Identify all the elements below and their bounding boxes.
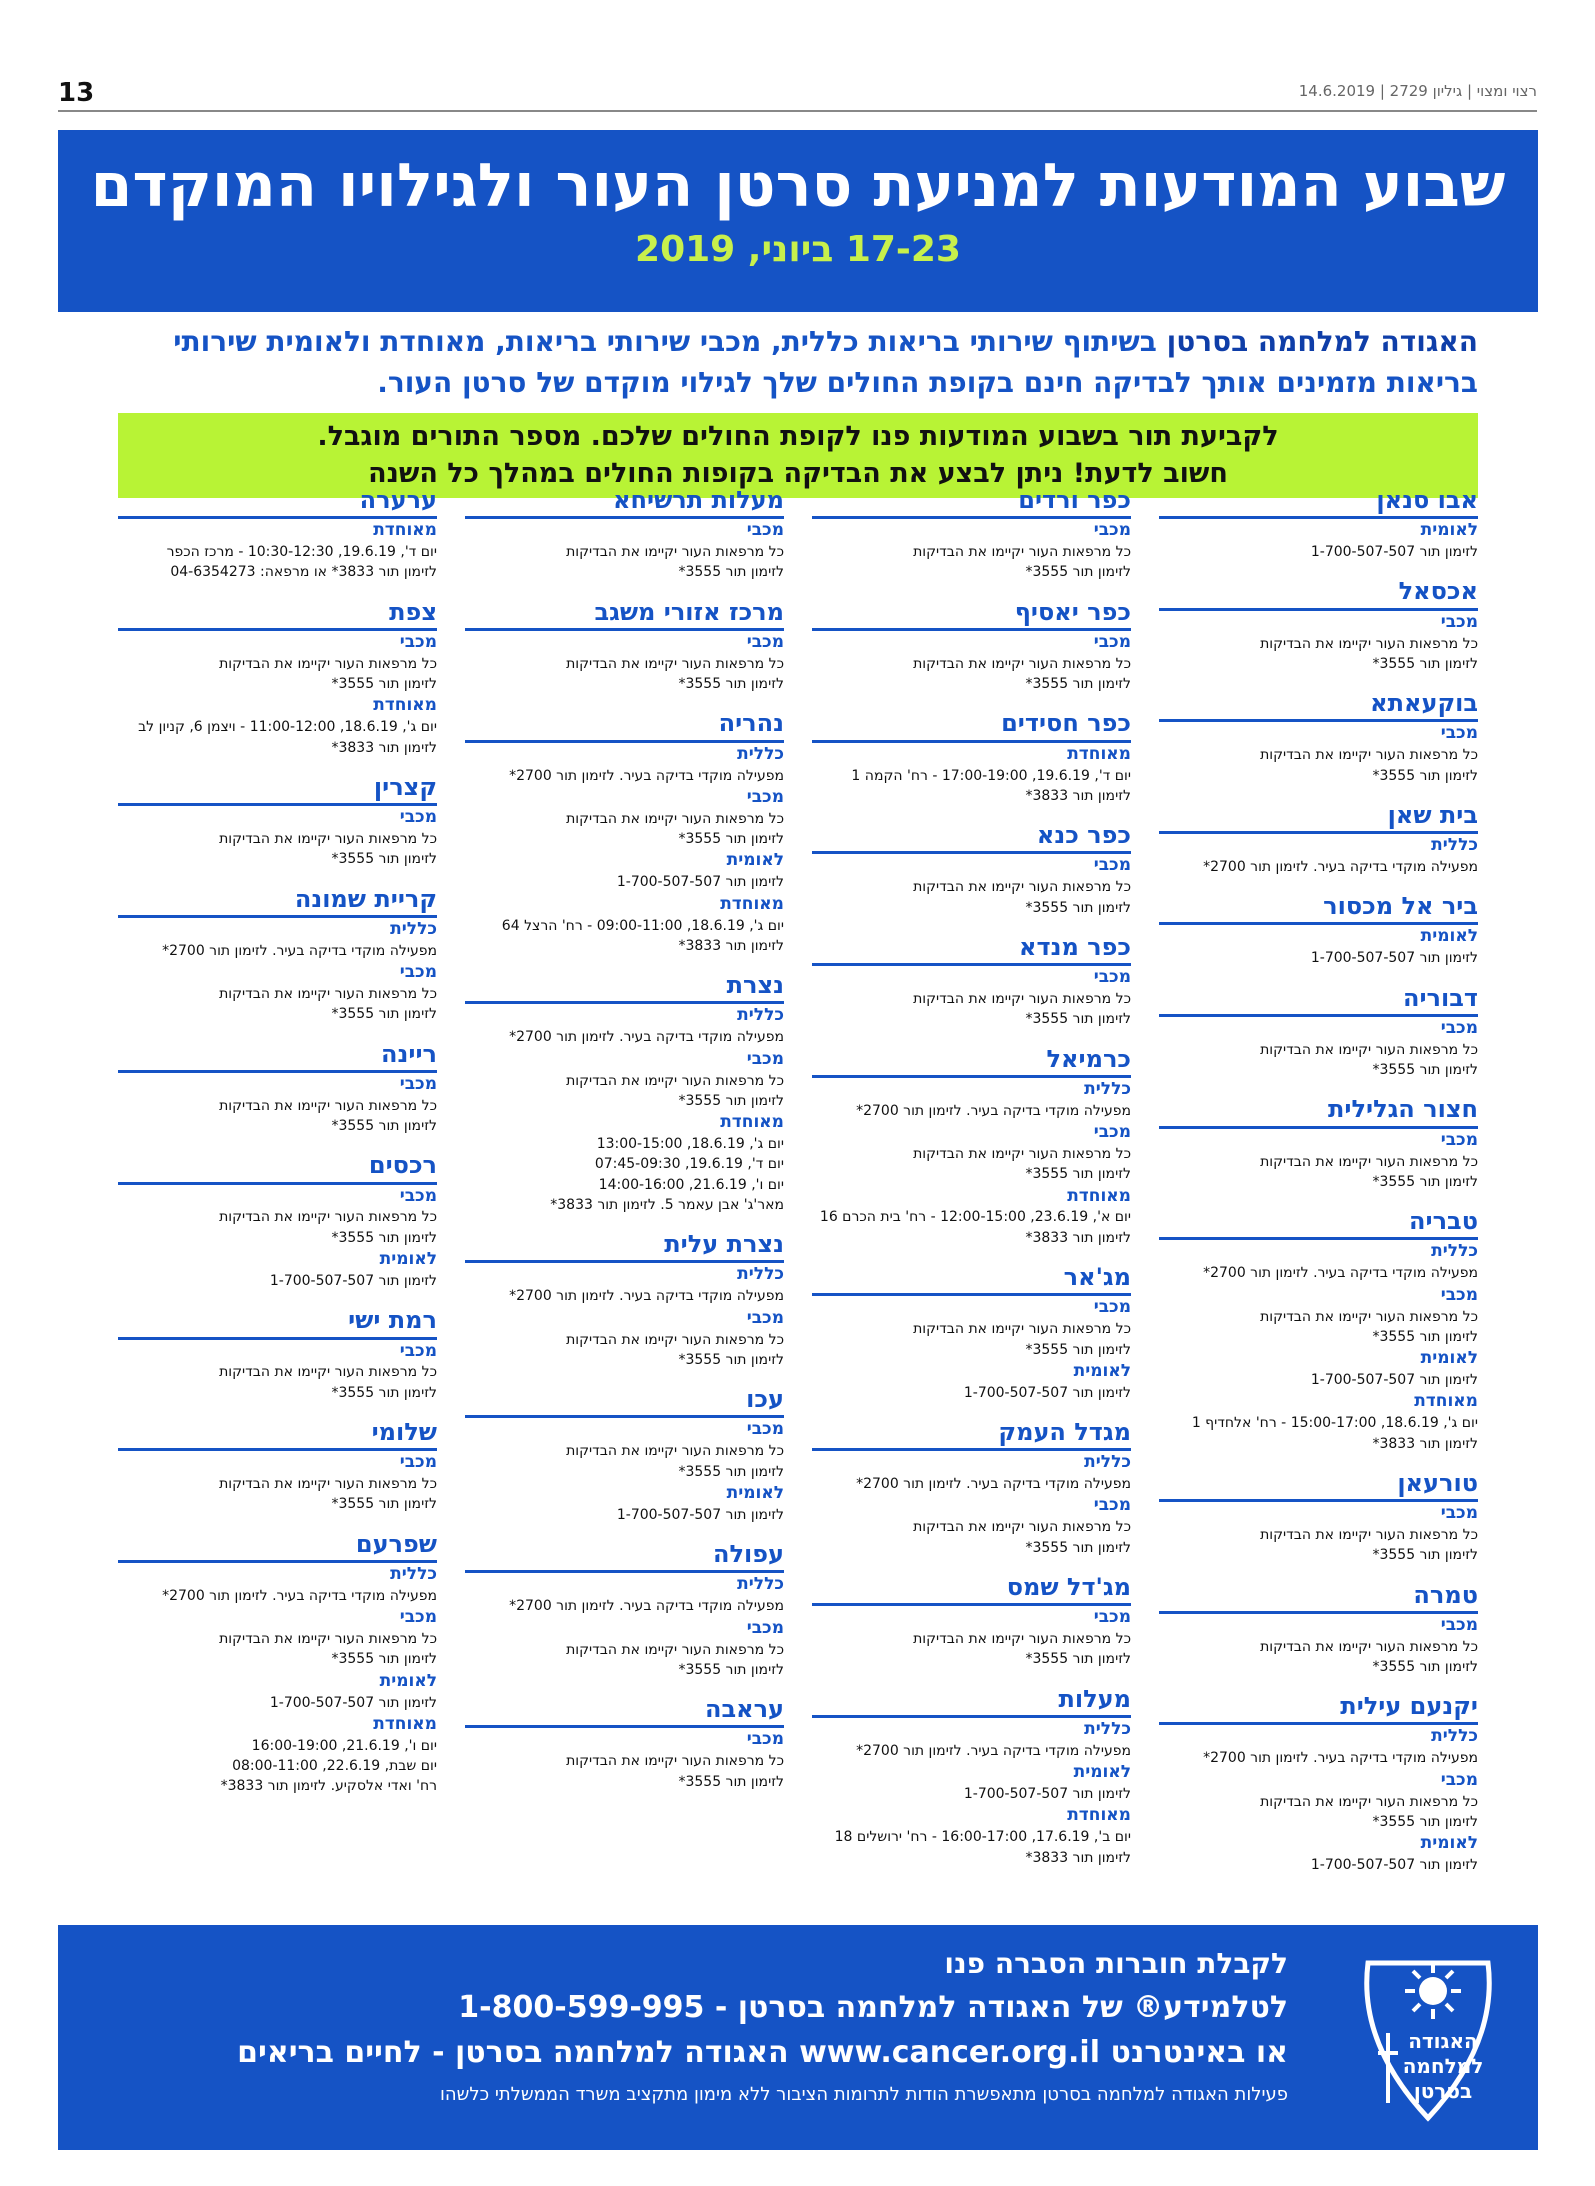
detail-line: יום א', 23.6.19, 12:00-15:00 - רח' בית הכרם 16 <box>819 1209 1131 1226</box>
detail-line: לזימון תור 3555* <box>678 1661 784 1678</box>
issue-info: רצוי ומצוי | גיליון 2729 | 14.6.2019 <box>1298 82 1537 100</box>
city-name: צפת <box>118 597 437 631</box>
health-fund-name: מכבי <box>399 1340 437 1361</box>
detail-line: כל מרפאות העור יקיימו את הבדיקות <box>219 1476 437 1493</box>
logo-text-2: למלחמה <box>1402 2054 1484 2078</box>
detail-line: לזימון תור 3833* או מרפאה: 04-6354273 <box>170 564 437 581</box>
health-fund-name: כללית <box>1084 1452 1131 1473</box>
city-name: טמרה <box>1159 1580 1478 1614</box>
detail-line: לזימון תור 3833* <box>1025 787 1131 804</box>
health-fund-name: מכבי <box>1440 1017 1478 1038</box>
city-name: קריית שמונה <box>118 884 437 918</box>
detail-line: כל מרפאות העור יקיימו את הבדיקות <box>1260 1526 1478 1543</box>
detail-line: יום ג', 18.6.19, 09:00-11:00 - רח' הרצל 64 <box>501 917 784 934</box>
health-fund-name: מכבי <box>1440 1614 1478 1635</box>
health-fund-name: מאוחדת <box>720 893 784 914</box>
detail-line: לזימון תור 3555* <box>1025 564 1131 581</box>
detail-line: לזימון תור 1-700-507-507 <box>963 1786 1131 1803</box>
detail-line: כל מרפאות העור יקיימו את הבדיקות <box>913 1631 1131 1648</box>
detail-line: לזימון תור 3833* <box>1025 1229 1131 1246</box>
health-fund-name: לאומית <box>726 1482 784 1503</box>
city-columns <box>118 485 1478 1875</box>
detail-line: מפעילה מוקדי בדיקה בעיר. לזימון תור 2700* <box>509 1029 784 1046</box>
health-fund-name: כללית <box>737 1574 784 1595</box>
intro-text: בשיתוף שירותי בריאות כללית, מכבי שירותי בריאות, מאוחדת ולאומית שירותי בריאות מזמינים אותך לבדיקה חינם בקופת החולים שלך לגילוי מוקדם של סרטן העור. <box>173 325 1478 399</box>
detail-line: מפעילה מוקדי בדיקה בעיר. לזימון תור 2700* <box>509 1288 784 1305</box>
health-fund-name: מכבי <box>1093 1297 1131 1318</box>
detail-line: מאר'ג' אבן עאמר 5. לזימון תור 3833* <box>550 1196 784 1213</box>
health-fund-name: מאוחדת <box>373 1713 437 1734</box>
detail-line: מפעילה מוקדי בדיקה בעיר. לזימון תור 2700* <box>856 1742 1131 1759</box>
detail-line: רח' ואדי אלסקיע. לזימון תור 3833* <box>220 1778 437 1795</box>
city-name: שפרעם <box>118 1529 437 1563</box>
city-name: ערערה <box>118 485 437 519</box>
detail-line: יום ד', 19.6.19, 17:00-19:00 - רח' הקמה 1 <box>851 767 1131 784</box>
detail-line: לזימון תור 1-700-507-507 <box>1310 1857 1478 1874</box>
city-name: מג'דל שמס <box>812 1572 1131 1606</box>
ad-title: שבוע המודעות למניעת סרטן העור ולגילויו המוקדם <box>90 151 1506 221</box>
detail-line: לזימון תור 3555* <box>331 676 437 693</box>
detail-line: לזימון תור 3555* <box>678 564 784 581</box>
health-fund-name: מאוחדת <box>720 1112 784 1133</box>
detail-line: לזימון תור 3555* <box>1372 1173 1478 1190</box>
detail-line: לזימון תור 3555* <box>1025 1166 1131 1183</box>
health-fund-name: מכבי <box>1440 723 1478 744</box>
city-name: בוקעאתא <box>1159 688 1478 722</box>
detail-line: כל מרפאות העור יקיימו את הבדיקות <box>1260 1638 1478 1655</box>
health-fund-name: מכבי <box>746 1419 784 1440</box>
city-column <box>465 485 784 1875</box>
detail-line: כל מרפאות העור יקיימו את הבדיקות <box>1260 635 1478 652</box>
health-fund-name: מכבי <box>746 631 784 652</box>
health-fund-name: מכבי <box>399 631 437 652</box>
logo-text-1: האגודה <box>1408 2029 1478 2053</box>
detail-line: כל מרפאות העור יקיימו את הבדיקות <box>913 1321 1131 1338</box>
health-fund-name: מכבי <box>399 962 437 983</box>
detail-line: לזימון תור 3555* <box>1025 676 1131 693</box>
detail-line: כל מרפאות העור יקיימו את הבדיקות <box>913 991 1131 1007</box>
health-fund-name: מכבי <box>1440 1769 1478 1790</box>
city-name: כפר יאסיף <box>812 597 1131 631</box>
detail-line: מפעילה מוקדי בדיקה בעיר. לזימון תור 2700* <box>509 1598 784 1615</box>
city-name: מרכז אזורי משגב <box>465 597 784 631</box>
city-name: עראבה <box>465 1694 784 1728</box>
detail-line: מפעילה מוקדי בדיקה בעיר. לזימון תור 2700* <box>856 1476 1131 1493</box>
detail-line: לזימון תור 3555* <box>1372 1328 1478 1345</box>
ad-header <box>58 130 1538 312</box>
detail-line: יום ג', 18.6.19, 13:00-15:00 <box>596 1136 784 1153</box>
city-name: רמת ישי <box>118 1305 437 1339</box>
logo-text-3: בסרטן <box>1413 2079 1473 2103</box>
detail-line: כל מרפאות העור יקיימו את הבדיקות <box>219 831 437 848</box>
detail-line: לזימון תור 3555* <box>331 1229 437 1246</box>
detail-line: יום ו', 21.6.19, 14:00-16:00 <box>598 1176 784 1193</box>
detail-line: מפעילה מוקדי בדיקה בעיר. לזימון תור 2700* <box>1203 1265 1478 1282</box>
detail-line: לזימון תור 1-700-507-507 <box>1310 950 1478 967</box>
detail-line: כל מרפאות העור יקיימו את הבדיקות <box>1260 1793 1478 1810</box>
detail-line: כל מרפאות העור יקיימו את הבדיקות <box>219 1364 437 1381</box>
detail-line: לזימון תור 3555* <box>331 1384 437 1401</box>
health-fund-name: כללית <box>390 1563 437 1584</box>
city-column <box>812 485 1131 1875</box>
detail-line: לזימון תור 3555* <box>1372 1547 1478 1564</box>
detail-line: יום ו', 21.6.19, 16:00-19:00 <box>251 1737 437 1754</box>
detail-line: כל מרפאות העור יקיימו את הבדיקות <box>566 1443 784 1460</box>
ad-dates: 17-23 ביוני, 2019 <box>635 229 961 270</box>
city-name: אבו סנאן <box>1159 485 1478 519</box>
detail-line: כל מרפאות העור יקיימו את הבדיקות <box>566 1641 784 1658</box>
footer-line-1: לקבלת חוברות הסברה פנו <box>944 1947 1288 1980</box>
detail-line: כל מרפאות העור יקיימו את הבדיקות <box>913 879 1131 896</box>
detail-line: לזימון תור 3555* <box>1025 1651 1131 1668</box>
health-fund-name: מאוחדת <box>373 520 437 541</box>
detail-line: כל מרפאות העור יקיימו את הבדיקות <box>913 1145 1131 1162</box>
detail-line: לזימון תור 1-700-507-507 <box>616 874 784 891</box>
detail-line: לזימון תור 3555* <box>1372 655 1478 672</box>
detail-line: מפעילה מוקדי בדיקה בעיר. לזימון תור 2700* <box>509 767 784 784</box>
footer-line-4: פעילות האגודה למלחמה בסרטן מתאפשרת הודות לתרומות הציבור ללא מימון מתקציב משרד הממשלתי כלשהו <box>439 2084 1288 2105</box>
detail-line: לזימון תור 1-700-507-507 <box>1310 1372 1478 1389</box>
detail-line: כל מרפאות העור יקיימו את הבדיקות <box>566 1072 784 1089</box>
health-fund-name: מכבי <box>1093 967 1131 988</box>
detail-line: מפעילה מוקדי בדיקה בעיר. לזימון תור 2700* <box>162 1587 437 1604</box>
health-fund-name: מכבי <box>746 520 784 541</box>
detail-line: כל מרפאות העור יקיימו את הבדיקות <box>219 655 437 672</box>
detail-line: לזימון תור 3833* <box>678 937 784 954</box>
health-fund-name: מכבי <box>1440 1503 1478 1524</box>
detail-line: לזימון תור 3555* <box>678 1092 784 1109</box>
city-name: קצרין <box>118 772 437 806</box>
health-fund-name: לאומית <box>1073 1360 1131 1381</box>
detail-line: יום ג', 18.6.19, 11:00-12:00 - ויצמן 6, קניון לב <box>138 719 437 736</box>
health-fund-name: מכבי <box>1093 1607 1131 1628</box>
detail-line: לזימון תור 3555* <box>1372 767 1478 784</box>
city-name: כפר חסידים <box>812 708 1131 742</box>
detail-line: לזימון תור 1-700-507-507 <box>963 1384 1131 1401</box>
city-name: דבוריה <box>1159 983 1478 1017</box>
health-fund-name: לאומית <box>1420 926 1478 947</box>
city-name: מגדל העמק <box>812 1417 1131 1451</box>
city-name: עכו <box>465 1384 784 1418</box>
detail-line: לזימון תור 3555* <box>331 1118 437 1135</box>
health-fund-name: מכבי <box>399 1607 437 1628</box>
detail-line: יום ג', 18.6.19, 15:00-17:00 - רח' אלחדיף 1 <box>1191 1415 1478 1432</box>
health-fund-name: לאומית <box>726 850 784 871</box>
city-name: כרמיאל <box>812 1044 1131 1078</box>
city-name: טבריה <box>1159 1206 1478 1240</box>
ad-footer <box>58 1925 1538 2150</box>
detail-line: לזימון תור 3555* <box>678 676 784 693</box>
notice-line-1: לקביעת תור בשבוע המודעות פנו לקופת החולים שלכם. מספר התורים מוגבל. <box>317 421 1279 453</box>
advertisement <box>58 130 1538 2150</box>
health-fund-name: כללית <box>1431 1726 1478 1747</box>
detail-line: כל מרפאות העור יקיימו את הבדיקות <box>1260 1153 1478 1170</box>
health-fund-name: מכבי <box>399 1452 437 1473</box>
health-fund-name: מכבי <box>1440 1284 1478 1305</box>
health-fund-name: מכבי <box>1440 611 1478 632</box>
page-header <box>58 70 1537 112</box>
city-column <box>1159 485 1478 1875</box>
health-fund-name: לאומית <box>1420 1348 1478 1369</box>
detail-line: לזימון תור 1-700-507-507 <box>616 1506 784 1523</box>
detail-line: לזימון תור 3555* <box>678 831 784 848</box>
city-name: כפר מנדא <box>812 932 1131 966</box>
detail-line: כל מרפאות העור יקיימו את הבדיקות <box>913 1519 1131 1536</box>
detail-line: כל מרפאות העור יקיימו את הבדיקות <box>219 1097 437 1114</box>
detail-line: כל מרפאות העור יקיימו את הבדיקות <box>1260 1308 1478 1325</box>
detail-line: יום שבת, 22.6.19, 08:00-11:00 <box>232 1758 437 1775</box>
detail-line: לזימון תור 3555* <box>1372 1659 1478 1675</box>
city-column <box>118 485 437 1875</box>
health-fund-name: כללית <box>1431 1241 1478 1262</box>
city-name: טורעאן <box>1159 1468 1478 1502</box>
footer-line-3: או באינטרנט www.cancer.org.il האגודה למלחמה בסרטן - לחיים בריאים <box>237 2035 1288 2070</box>
detail-line: כל מרפאות העור יקיימו את הבדיקות <box>913 655 1131 672</box>
intro-org: האגודה למלחמה בסרטן <box>1166 325 1478 358</box>
city-name: אכסאל <box>1159 576 1478 610</box>
health-fund-name: לאומית <box>379 1670 437 1691</box>
detail-line: לזימון תור 3833* <box>331 739 437 756</box>
detail-line: כל מרפאות העור יקיימו את הבדיקות <box>1260 747 1478 764</box>
city-name: נצרת <box>465 970 784 1004</box>
cancer-association-logo <box>1348 1943 1508 2133</box>
city-name: שלומי <box>118 1417 437 1451</box>
city-name: ביר אל מכסור <box>1159 891 1478 925</box>
city-name: כפר ורדים <box>812 485 1131 519</box>
health-fund-name: מכבי <box>1093 1495 1131 1516</box>
city-name: כפר כנא <box>812 820 1131 854</box>
detail-line: לזימון תור 3555* <box>331 1651 437 1668</box>
city-name: בית שאן <box>1159 800 1478 834</box>
city-name: עפולה <box>465 1539 784 1573</box>
health-fund-name: מכבי <box>399 1073 437 1094</box>
detail-line: מפעילה מוקדי בדיקה בעיר. לזימון תור 2700* <box>856 1102 1131 1119</box>
health-fund-name: לאומית <box>1073 1762 1131 1783</box>
detail-line: מפעילה מוקדי בדיקה בעיר. לזימון תור 2700* <box>1203 858 1478 875</box>
detail-line: לזימון תור 3555* <box>331 1496 437 1513</box>
health-fund-name: כללית <box>1084 1078 1131 1099</box>
city-name: נצרת עלית <box>465 1229 784 1263</box>
health-fund-name: כללית <box>737 1264 784 1285</box>
city-name: מעלות תרשיחא <box>465 485 784 519</box>
ad-intro <box>118 322 1478 403</box>
health-fund-name: כללית <box>1431 835 1478 856</box>
health-fund-name: מכבי <box>1093 1122 1131 1143</box>
detail-line: לזימון תור 1-700-507-507 <box>269 1694 437 1711</box>
detail-line: כל מרפאות העור יקיימו את הבדיקות <box>219 986 437 1003</box>
detail-line: מפעילה מוקדי בדיקה בעיר. לזימון תור 2700* <box>162 942 437 959</box>
health-fund-name: מאוחדת <box>1414 1391 1478 1412</box>
health-fund-name: מאוחדת <box>373 695 437 716</box>
detail-line: לזימון תור 3555* <box>331 1006 437 1023</box>
page-number: 13 <box>58 78 95 108</box>
city-name: מעלות <box>812 1684 1131 1718</box>
city-name: יקנעם עילית <box>1159 1691 1478 1725</box>
health-fund-name: מכבי <box>399 1185 437 1206</box>
detail-line: לזימון תור 1-700-507-507 <box>1310 544 1478 561</box>
detail-line: לזימון תור 3555* <box>1025 899 1131 916</box>
detail-line: כל מרפאות העור יקיימו את הבדיקות <box>566 544 784 561</box>
health-fund-name: מאוחדת <box>1067 1185 1131 1206</box>
detail-line: לזימון תור 3555* <box>331 851 437 868</box>
health-fund-name: כללית <box>737 743 784 764</box>
health-fund-name: מכבי <box>746 1307 784 1328</box>
detail-line: כל מרפאות העור יקיימו את הבדיקות <box>566 810 784 827</box>
city-name: רכסים <box>118 1150 437 1184</box>
detail-line: יום ד', 19.6.19, 07:45-09:30 <box>594 1156 784 1173</box>
health-fund-name: מכבי <box>1093 631 1131 652</box>
detail-line: כל מרפאות העור יקיימו את הבדיקות <box>913 544 1131 561</box>
detail-line: כל מרפאות העור יקיימו את הבדיקות <box>566 1753 784 1770</box>
health-fund-name: מכבי <box>1093 855 1131 876</box>
health-fund-name: מכבי <box>746 1729 784 1750</box>
health-fund-name: כללית <box>737 1005 784 1026</box>
health-fund-name: מכבי <box>746 786 784 807</box>
footer-line-2: לטלמידע® של האגודה למלחמה בסרטן - 1-800-599-995 <box>458 1990 1288 2025</box>
detail-line: לזימון תור 3555* <box>1025 1341 1131 1358</box>
detail-line: מפעילה מוקדי בדיקה בעיר. לזימון תור 2700* <box>1203 1750 1478 1767</box>
detail-line: לזימון תור 3555* <box>678 1773 784 1790</box>
health-fund-name: מאוחדת <box>1067 743 1131 764</box>
detail-line: כל מרפאות העור יקיימו את הבדיקות <box>566 655 784 672</box>
health-fund-name: מאוחדת <box>1067 1805 1131 1826</box>
detail-line: כל מרפאות העור יקיימו את הבדיקות <box>1260 1041 1478 1058</box>
detail-line: לזימון תור 3555* <box>678 1351 784 1368</box>
health-fund-name: מכבי <box>746 1617 784 1638</box>
city-name: חצור הגלילית <box>1159 1094 1478 1128</box>
detail-line: לזימון תור 3833* <box>1025 1849 1131 1866</box>
footer-text <box>237 1943 1288 2111</box>
health-fund-name: מכבי <box>1440 1129 1478 1150</box>
detail-line: יום ד', 19.6.19, 10:30-12:30 - מרכז הכפר <box>166 544 437 561</box>
notice-line-2: חשוב לדעת! ניתן לבצע את הבדיקה בקופות החולים במהלך כל השנה <box>368 457 1228 489</box>
health-fund-name: מכבי <box>399 807 437 828</box>
health-fund-name: לאומית <box>1420 1833 1478 1854</box>
health-fund-name: לאומית <box>379 1249 437 1270</box>
detail-line: לזימון תור 3555* <box>1372 1813 1478 1830</box>
detail-line: לזימון תור 3555* <box>1025 1011 1131 1028</box>
detail-line: לזימון תור 1-700-507-507 <box>269 1273 437 1290</box>
detail-line: כל מרפאות העור יקיימו את הבדיקות <box>566 1331 784 1348</box>
detail-line: יום ב', 17.6.19, 16:00-17:00 - רח' ירושלים 18 <box>834 1829 1131 1846</box>
detail-line: כל מרפאות העור יקיימו את הבדיקות <box>219 1209 437 1226</box>
health-fund-name: מכבי <box>746 1048 784 1069</box>
detail-line: לזימון תור 3833* <box>1372 1435 1478 1452</box>
detail-line: כל מרפאות העור יקיימו את הבדיקות <box>219 1631 437 1648</box>
health-fund-name: כללית <box>390 918 437 939</box>
health-fund-name: כללית <box>1084 1718 1131 1739</box>
city-name: נהריה <box>465 708 784 742</box>
health-fund-name: מכבי <box>1093 520 1131 541</box>
health-fund-name: לאומית <box>1420 520 1478 541</box>
city-name: ריינה <box>118 1039 437 1073</box>
detail-line: לזימון תור 3555* <box>1025 1539 1131 1556</box>
city-name: מג'אר <box>812 1262 1131 1296</box>
detail-line: לזימון תור 3555* <box>1372 1062 1478 1079</box>
detail-line: לזימון תור 3555* <box>678 1463 784 1480</box>
